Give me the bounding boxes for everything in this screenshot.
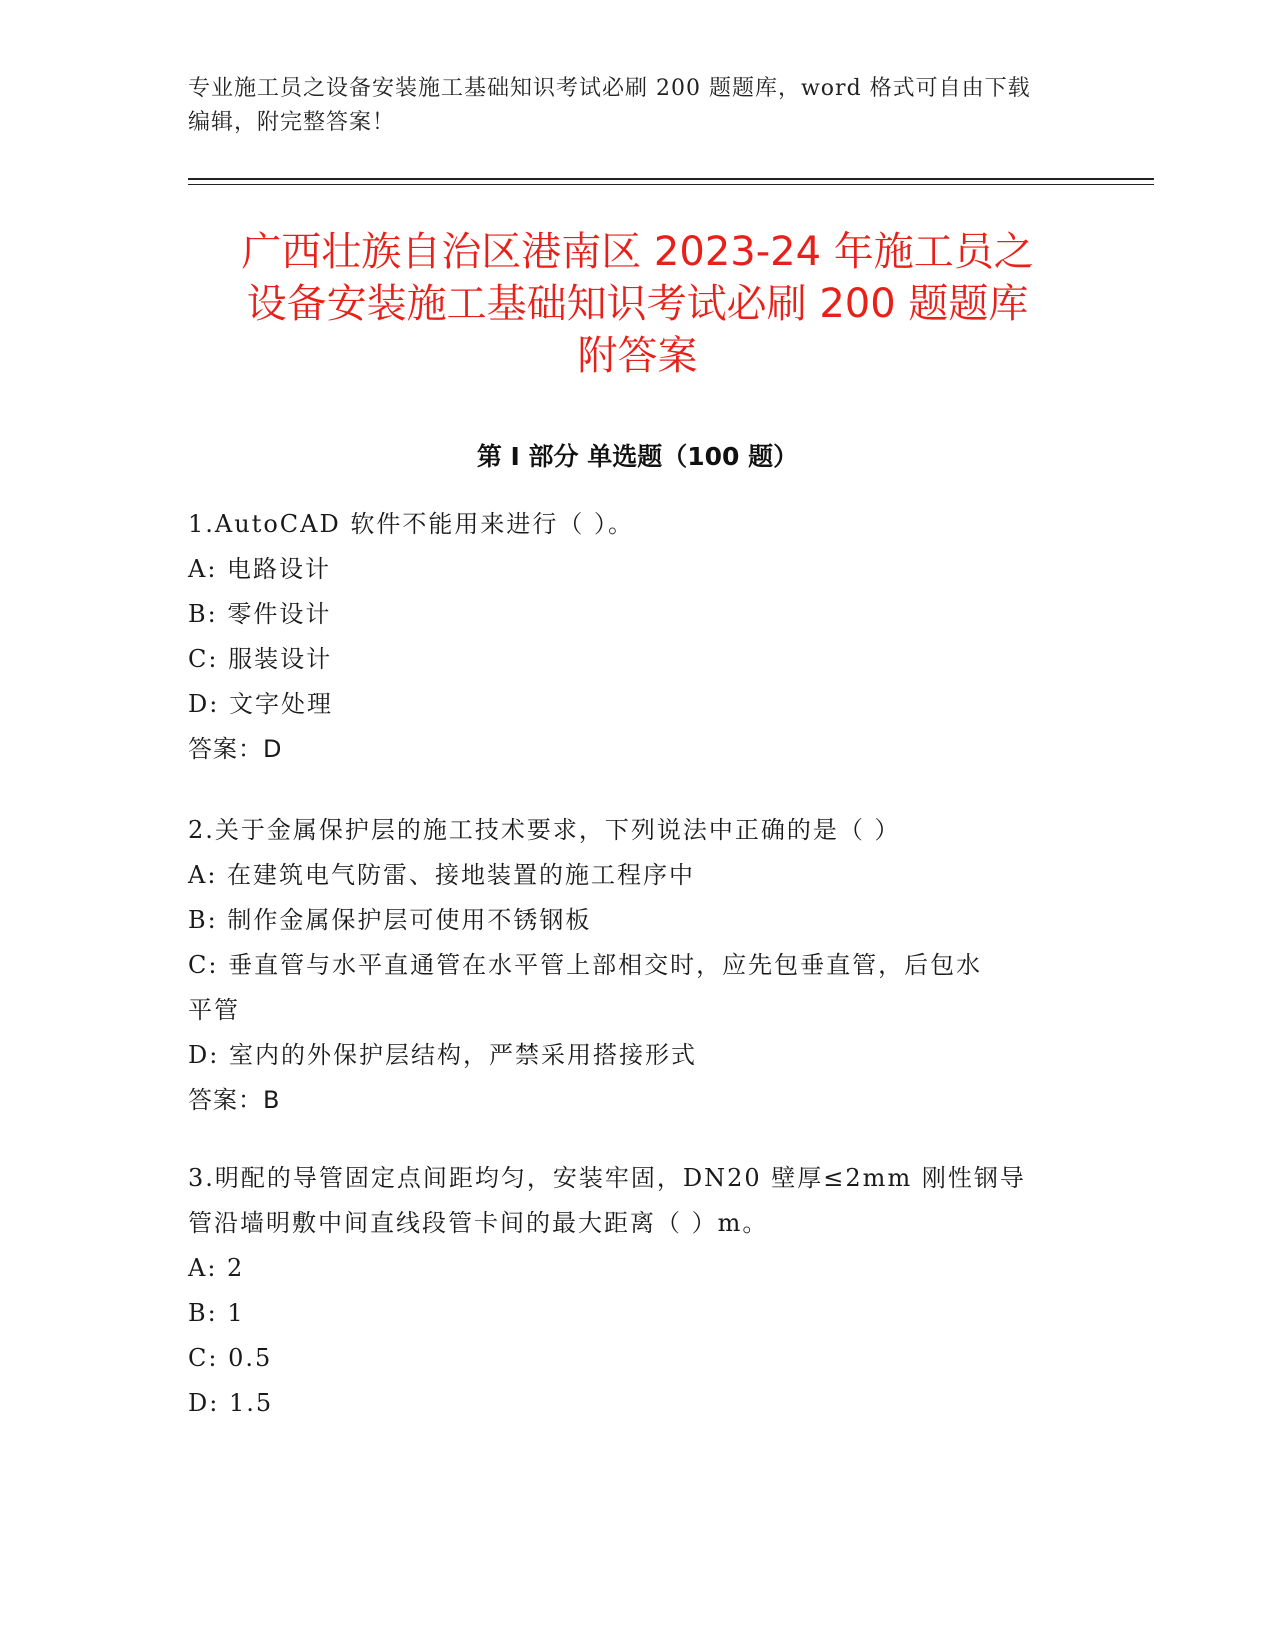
option-b: B: 制作金属保护层可使用不锈钢板 (188, 906, 592, 934)
option-a: A: 电路设计 (188, 555, 332, 583)
question-2 (188, 808, 1088, 1123)
answer: 答案：D (188, 735, 283, 763)
document-title (150, 226, 1125, 382)
header-rule-thin (188, 184, 1154, 185)
section-heading: 第 I 部分 单选题（100 题） (476, 442, 799, 471)
question-1 (188, 502, 1088, 772)
header-note (188, 72, 1088, 140)
option-d: D: 1.5 (188, 1389, 274, 1417)
header-note-line: 编辑，附完整答案！ (188, 110, 396, 135)
option-c: C: 0.5 (188, 1344, 273, 1372)
question-stem: 3.明配的导管固定点间距均匀，安装牢固，DN20 壁厚≤2mm 刚性钢导 (188, 1164, 1026, 1192)
option-d: D: 文字处理 (188, 690, 333, 718)
option-c-continued: 平管 (188, 996, 240, 1024)
header-note-line: 专业施工员之设备安装施工基础知识考试必刷 200 题题库，word 格式可自由下载 (188, 76, 1031, 101)
option-c: C: 服装设计 (188, 645, 333, 673)
answer: 答案：B (188, 1086, 281, 1114)
title-line: 广西壮族自治区港南区 2023-24 年施工员之 (241, 229, 1034, 275)
option-a: A: 2 (188, 1254, 245, 1282)
option-b: B: 1 (188, 1299, 245, 1327)
question-stem: 1.AutoCAD 软件不能用来进行（ ）。 (188, 510, 634, 538)
option-b: B: 零件设计 (188, 600, 332, 628)
option-d: D: 室内的外保护层结构，严禁采用搭接形式 (188, 1041, 697, 1069)
header-rule (188, 178, 1154, 180)
title-line: 设备安装施工基础知识考试必刷 200 题题库 (246, 281, 1029, 327)
option-c: C: 垂直管与水平直通管在水平管上部相交时，应先包垂直管，后包水 (188, 951, 983, 979)
title-line: 附答案 (577, 333, 698, 379)
question-3 (188, 1156, 1088, 1426)
option-a: A: 在建筑电气防雷、接地装置的施工程序中 (188, 861, 696, 889)
question-stem: 2.关于金属保护层的施工技术要求，下列说法中正确的是（ ） (188, 816, 901, 844)
question-stem-continued: 管沿墙明敷中间直线段管卡间的最大距离（ ）m。 (188, 1209, 769, 1237)
